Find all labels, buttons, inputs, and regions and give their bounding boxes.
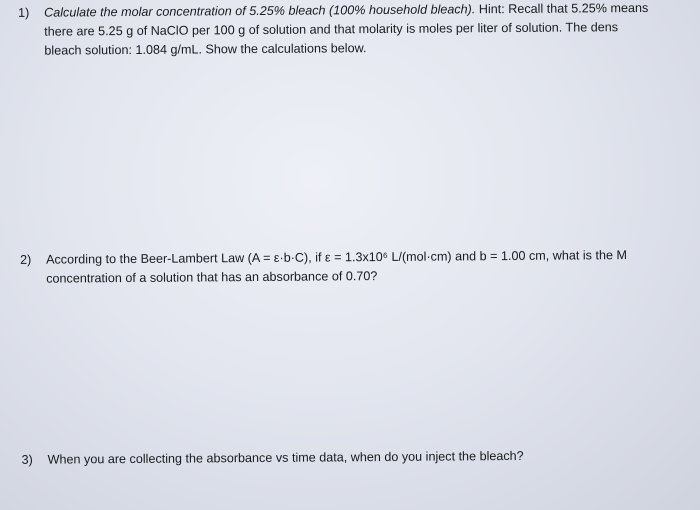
question-1-line-3: bleach solution: 1.084 g/mL. Show the calculations below. [44, 41, 367, 58]
question-1-hint: Hint: Recall that 5.25% means [475, 0, 649, 17]
question-1-line-2: there are 5.25 g of NaClO per 100 g of solution and that molarity is moles per liter of solution. The dens [44, 20, 619, 39]
question-3-line-1: When you are collecting the absorbance vs time data, when do you inject the bleach? [47, 448, 524, 467]
question-1-prompt: Calculate the molar concentration of 5.25% bleach (100% household bleach). [44, 2, 476, 20]
question-2-number: 2) [19, 252, 32, 267]
question-3 [22, 445, 700, 469]
question-1 [18, 0, 700, 61]
question-2-line-1: According to the Beer-Lambert Law (A = ε·b·C), if ε = 1.3x10⁶ L/(mol·cm) and b = 1.00 cm, what is the M [45, 248, 628, 267]
question-2-line-2: concentration of a solution that has an absorbance of 0.70? [46, 269, 378, 286]
question-1-number: 1) [18, 5, 30, 20]
question-3-number: 3) [21, 452, 33, 467]
question-2 [20, 245, 700, 288]
